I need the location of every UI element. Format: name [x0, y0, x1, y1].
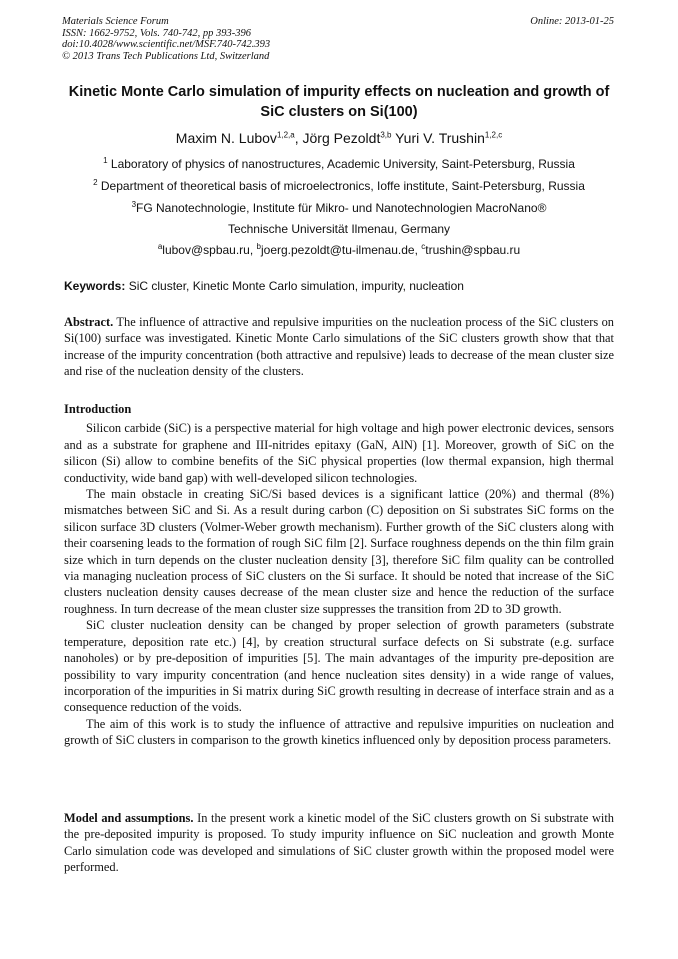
affiliation-2 [60, 178, 618, 194]
email-b-sup: b [256, 242, 261, 251]
intro-paragraph-4: The aim of this work is to study the influence of attractive and repulsive impurities on nucleation and growth of SiC clusters in comparison to the growth kinetics influenced only by deposition process parameters. [64, 716, 614, 748]
doi-line: doi:10.4028/www.scientific.net/MSF.740-742.393 [62, 39, 271, 50]
keywords-label: Keywords: [64, 279, 126, 293]
abstract [64, 314, 614, 380]
author-3-sup: 1,2,c [484, 130, 503, 140]
intro-paragraph-1: Silicon carbide (SiC) is a perspective material for high voltage and high power electronic devices, sensors and as a substrate for graphene and III-nitrides epitaxy (GaN, AlN) [1]. Moreover, growth of SiC on the silicon (Si) allow to combine benefits of the SiC physical properties (low thermal expansion, high thermal conductivity, wide band gap) with well-developed silicon technologies. [64, 421, 614, 485]
journal-name: Materials Science Forum [62, 16, 169, 27]
intro-paragraph-3: SiC cluster nucleation density can be changed by proper selection of growth parameters (substrate temperature, deposition rate etc.) [4], by creation structural surface defects on Si substrate (e.g. surface nanoholes) or by pre-deposition of impurities [5]. The main advantages of the impurity pre-deposition are possibility to vary impurity concentration (and hence nucleation sites density) in a wide range of values, incorporation of the impurities in Si matrix during SiC growth resulting in decrease of interface strain and as a consequence reduction of the voids. [64, 618, 614, 715]
email-a[interactable]: lubov@spbau.ru, [162, 243, 257, 257]
author-1-sup: 1,2,a [276, 130, 295, 140]
issn-line: ISSN: 1662-9752, Vols. 740-742, pp 393-396 [62, 27, 251, 39]
affiliation-2-text: Department of theoretical basis of microelectronics, Ioffe institute, Saint-Petersburg, Russia [97, 179, 585, 193]
author-2: , Jörg Pezoldt [294, 130, 381, 146]
affiliation-1-sup: 1 [103, 156, 108, 165]
affiliation-3-line-2: Technische Universität Ilmenau, Germany [227, 222, 451, 236]
email-c[interactable]: trushin@spbau.ru [425, 243, 521, 257]
affiliation-3 [60, 200, 618, 216]
affiliation-1 [60, 156, 618, 172]
online-date: Online: 2013-01-25 [530, 16, 614, 27]
model-heading: Model and assumptions. [64, 811, 194, 825]
affiliation-2-sup: 2 [93, 178, 98, 187]
introduction-heading: Introduction [64, 402, 132, 416]
journal-header [62, 16, 270, 62]
email-b[interactable]: joerg.pezoldt@tu-ilmenau.de, [260, 243, 422, 257]
affiliation-3-text: FG Nanotechnologie, Institute für Mikro- und Nanotechnologien MacroNano® [136, 201, 547, 215]
author-2-sup: 3,b [380, 130, 392, 140]
copyright-line: © 2013 Trans Tech Publications Ltd, Switzerland [62, 50, 270, 62]
author-1: Maxim N. Lubov [175, 130, 277, 146]
affiliation-3-sup: 3 [131, 200, 137, 209]
author-3: Yuri V. Trushin [391, 130, 485, 146]
intro-paragraph-2: The main obstacle in creating SiC/Si based devices is a significant lattice (20%) and thermal (8%) mismatches between SiC and Si. As a result during carbon (C) deposition on Si substrates SiC forms on the silicon surface 3D clusters (Volmer-Weber growth mechanism). Further growth of the SiC clusters along with their coarsening leads to the formation of rough SiC film [2]. Surface roughness depends on the thin film grain size which in turn depends on the cluster nucleation density [3], therefore SiC film quality can be controlled via managing nucleation process of SiC clusters on the Si surface. It should be noted that increase of the SiC clusters nucleation density causes decrease of the mean cluster size and hence the reduction of the surface roughness. In turn decrease of the mean cluster size suppresses the transition from 2D to 3D growth. [64, 487, 614, 616]
introduction-section [64, 401, 614, 749]
model-text: In the present work a kinetic model of the SiC clusters growth on Si substrate with the pre-deposited impurity is proposed. To study impurity influence on SiC nucleation and growth Monte Carlo simulation code was developed and simulations of SiC cluster growth within the proposed model were performed. [64, 811, 614, 875]
author-list [60, 128, 618, 148]
keywords [64, 278, 614, 294]
email-c-sup: c [421, 242, 426, 251]
affiliation-1-text: Laboratory of physics of nanostructures, Academic University, Saint-Petersburg, Russia [107, 157, 575, 171]
abstract-text: The influence of attractive and repulsive impurities on the nucleation process of the SiC clusters on Si(100) surface was investigated. Kinetic Monte Carlo simulations of the SiC clusters growth show that that increase of the impurity concentration (both attractive and repulsive) leads to decrease of the mean cluster size and rise of the nucleation density of the clusters. [64, 315, 614, 379]
email-line [60, 242, 618, 258]
email-a-sup: a [157, 242, 163, 251]
model-section [64, 810, 614, 876]
abstract-label: Abstract. [64, 315, 114, 329]
paper-title: Kinetic Monte Carlo simulation of impurity effects on nucleation and growth of SiC clusters on Si(100) [68, 84, 610, 120]
keywords-text: SiC cluster, Kinetic Monte Carlo simulation, impurity, nucleation [125, 279, 464, 293]
